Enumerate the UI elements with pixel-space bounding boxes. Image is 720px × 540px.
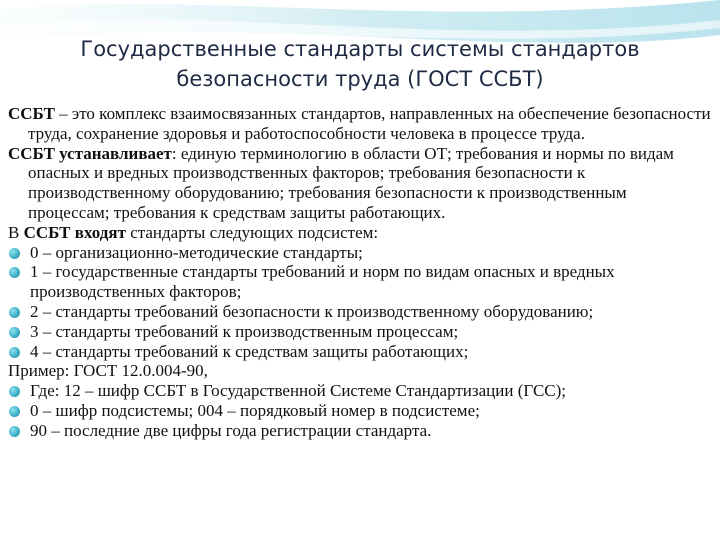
subsystem-text: 2 – стандарты требований безопасности к производственному оборудованию;: [30, 301, 594, 321]
bullet-icon: [9, 406, 20, 417]
intro-text: – это комплекс взаимосвязанных стандартов, направленных на обеспечение безопасности труда, сохранение здоровья и работоспособности человека в процессе труда.: [28, 104, 711, 143]
subsystem-text: 0 – организационно-методические стандарты;: [30, 242, 363, 262]
includes-text: стандарты следующих подсистем:: [125, 222, 379, 242]
bullet-icon: [9, 248, 20, 259]
includes-prefix: В: [8, 222, 24, 242]
example-item: [8, 401, 712, 421]
bullet-icon: [9, 386, 20, 397]
page-title-line-1: Государственные стандарты системы стандартов: [80, 37, 640, 61]
page-title: [0, 34, 720, 94]
example-item: [8, 381, 712, 401]
subsystem-text: 1 – государственные стандарты требований и норм по видам опасных и вредных производственных факторов;: [30, 262, 615, 302]
intro-term: ССБТ: [8, 104, 55, 123]
example-paragraph: Пример: ГОСТ 12.0.004-90,: [8, 361, 208, 381]
subsystem-item: [8, 262, 712, 302]
establishes-term: ССБТ устанавливает: [8, 143, 172, 163]
subsystem-text: 4 – стандарты требований к средствам защиты работающих;: [30, 341, 469, 361]
bullet-icon: [9, 426, 20, 437]
bullet-icon: [9, 267, 20, 278]
example-item-text: 90 – последние две цифры года регистрации стандарта.: [30, 420, 432, 440]
subsystem-item: [8, 322, 712, 342]
establishes-text: : единую терминологию в области ОТ; требования и нормы по видам опасных и вредных производственных факторов; требования безопасности к производственному оборудованию; требования безопасности к производственным процессам; требования к средствам защиты работающих.: [28, 143, 674, 222]
bullet-icon: [9, 347, 20, 358]
includes-paragraph: [8, 223, 712, 243]
establishes-paragraph: [8, 144, 712, 223]
subsystem-item: [8, 302, 712, 322]
subsystem-text: 3 – стандарты требований к производственным процессам;: [30, 321, 459, 341]
example-item: [8, 421, 712, 441]
example-item-text: 0 – шифр подсистемы; 004 – порядковый номер в подсистеме;: [30, 400, 480, 420]
bullet-icon: [9, 327, 20, 338]
page-title-line-2: безопасности труда (ГОСТ ССБТ): [176, 67, 544, 91]
subsystem-item: [8, 342, 712, 362]
example-item-text: Где: 12 – шифр ССБТ в Государственной Системе Стандартизации (ГСС);: [30, 381, 567, 401]
subsystem-item: [8, 243, 712, 263]
intro-paragraph: [8, 104, 712, 144]
includes-term: ССБТ входят: [23, 222, 126, 242]
slide-body: [8, 104, 712, 441]
bullet-icon: [9, 307, 20, 318]
